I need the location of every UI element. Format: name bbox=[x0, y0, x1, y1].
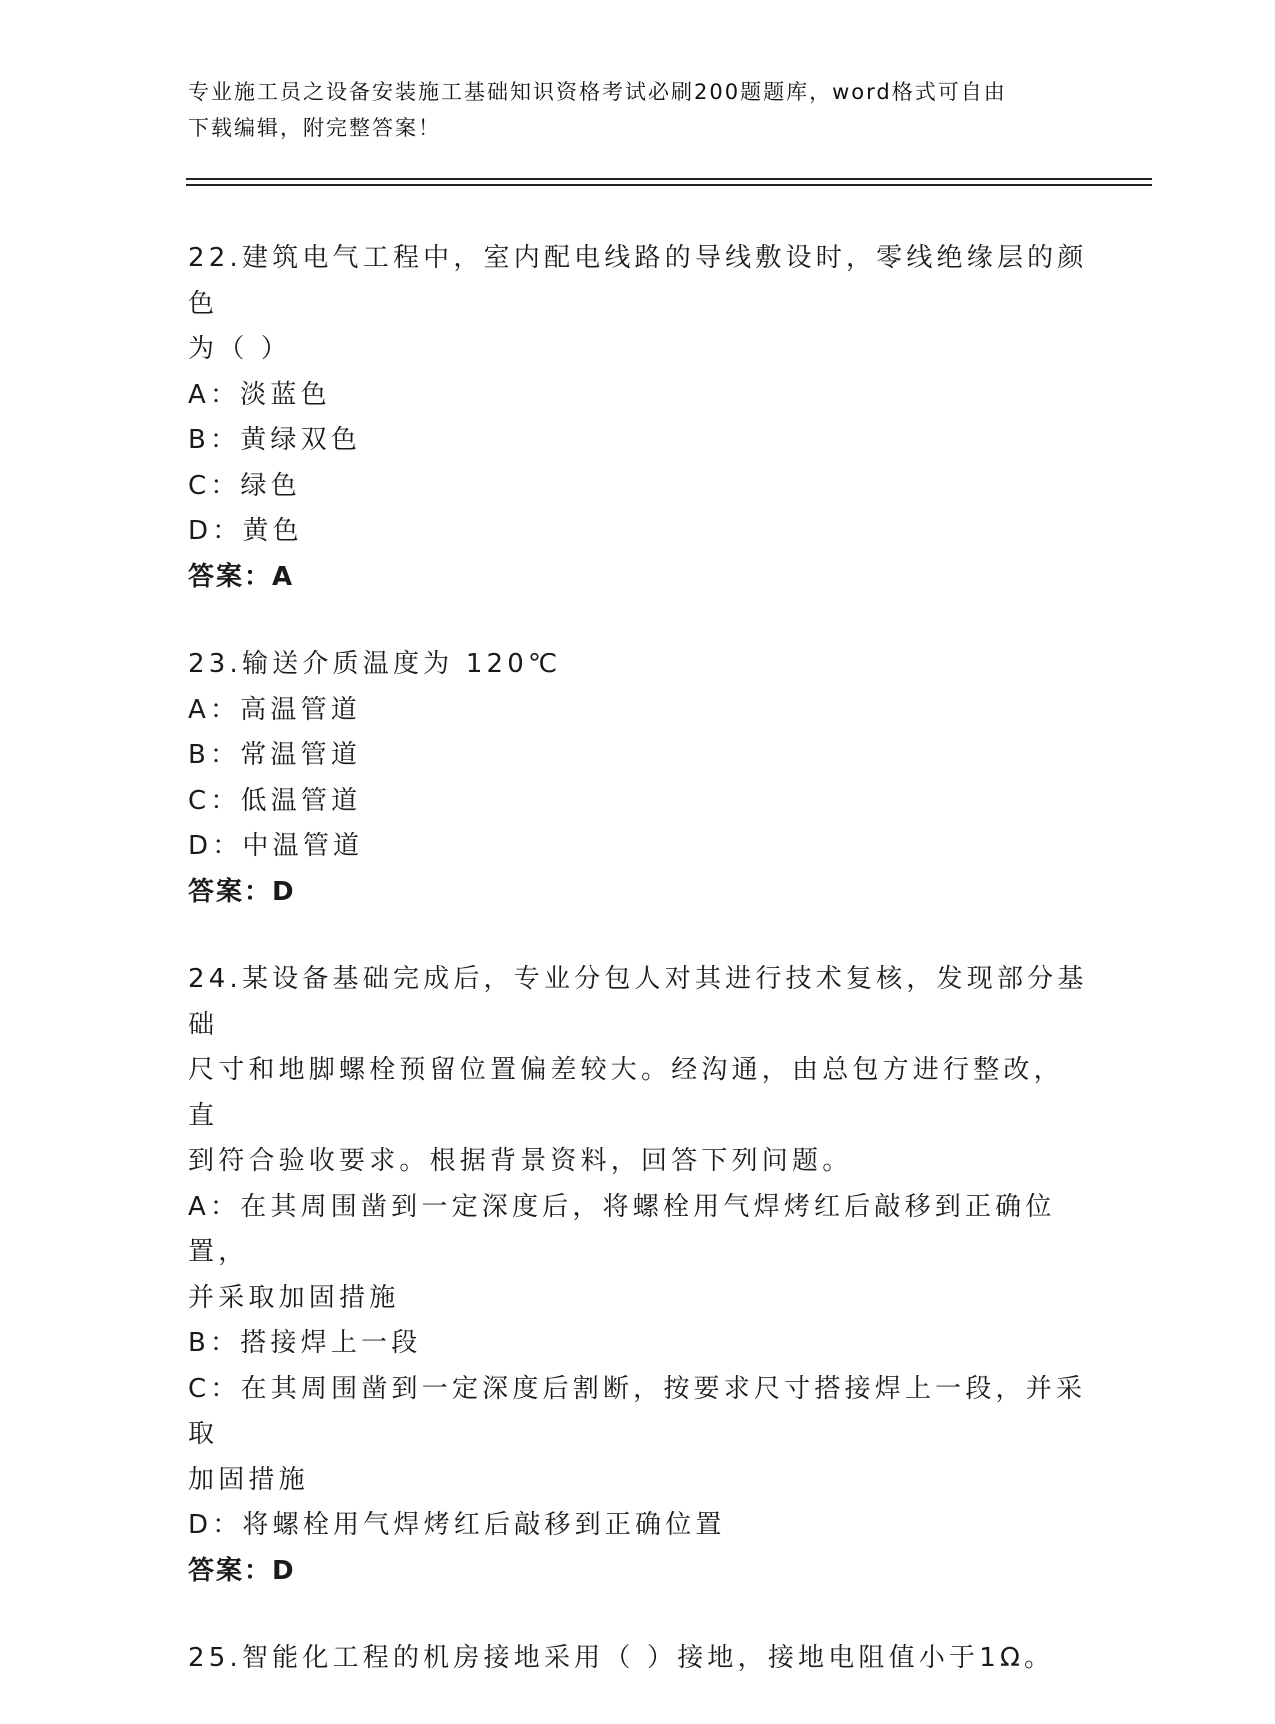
question-stem: 25.智能化工程的机房接地采用（ ）接地，接地电阻值小于1Ω。 bbox=[188, 1643, 1055, 1673]
option-d: D：黄色 bbox=[188, 516, 303, 546]
question-stem: 到符合验收要求。根据背景资料，回答下列问题。 bbox=[188, 1146, 853, 1176]
option-b: B：搭接焊上一段 bbox=[188, 1328, 422, 1358]
option-a: A：淡蓝色 bbox=[188, 379, 331, 410]
question-stem: 尺寸和地脚螺栓预留位置偏差较大。经沟通，由总包方进行整改，直 bbox=[188, 1055, 1064, 1131]
question-stem: 22.建筑电气工程中，室内配电线路的导线敷设时，零线绝缘层的颜色 bbox=[188, 243, 1088, 319]
option-d: D：中温管道 bbox=[188, 831, 364, 861]
question-stem: 23.输送介质温度为 120℃ bbox=[188, 649, 562, 679]
question-24 bbox=[188, 957, 1088, 1594]
question-22 bbox=[188, 236, 1088, 600]
question-25 bbox=[188, 1636, 1088, 1682]
question-list bbox=[188, 236, 1088, 1724]
option-c: C：在其周围凿到一定深度后割断，按要求尺寸搭接焊上一段，并采取 bbox=[188, 1373, 1087, 1449]
question-stem: 24.某设备基础完成后，专业分包人对其进行技术复核，发现部分基础 bbox=[188, 964, 1088, 1040]
answer: 答案：D bbox=[188, 1555, 296, 1586]
answer: 答案：D bbox=[188, 876, 296, 907]
option-b: B：常温管道 bbox=[188, 740, 362, 770]
header-divider-top bbox=[186, 178, 1152, 180]
option-d: D：将螺栓用气焊烤红后敲移到正确位置 bbox=[188, 1510, 726, 1540]
option-b: B：黄绿双色 bbox=[188, 425, 362, 455]
header-line-2: 下载编辑，附完整答案！ bbox=[188, 116, 441, 140]
option-a: A：高温管道 bbox=[188, 694, 361, 725]
answer: 答案：A bbox=[188, 561, 295, 592]
question-stem: 为（ ） bbox=[188, 334, 292, 364]
option-c-continued: 加固措施 bbox=[188, 1464, 309, 1495]
option-c: C：低温管道 bbox=[188, 785, 362, 816]
option-c: C：绿色 bbox=[188, 470, 301, 501]
document-header bbox=[188, 74, 1088, 146]
option-a: A：在其周围凿到一定深度后，将螺栓用气焊烤红后敲移到正确位置， bbox=[188, 1191, 1056, 1267]
header-divider-bottom bbox=[186, 184, 1152, 186]
option-a-continued: 并采取加固措施 bbox=[188, 1282, 400, 1313]
question-23 bbox=[188, 642, 1088, 915]
header-line-1: 专业施工员之设备安装施工基础知识资格考试必刷200题题库，word格式可自由 bbox=[188, 80, 1007, 104]
